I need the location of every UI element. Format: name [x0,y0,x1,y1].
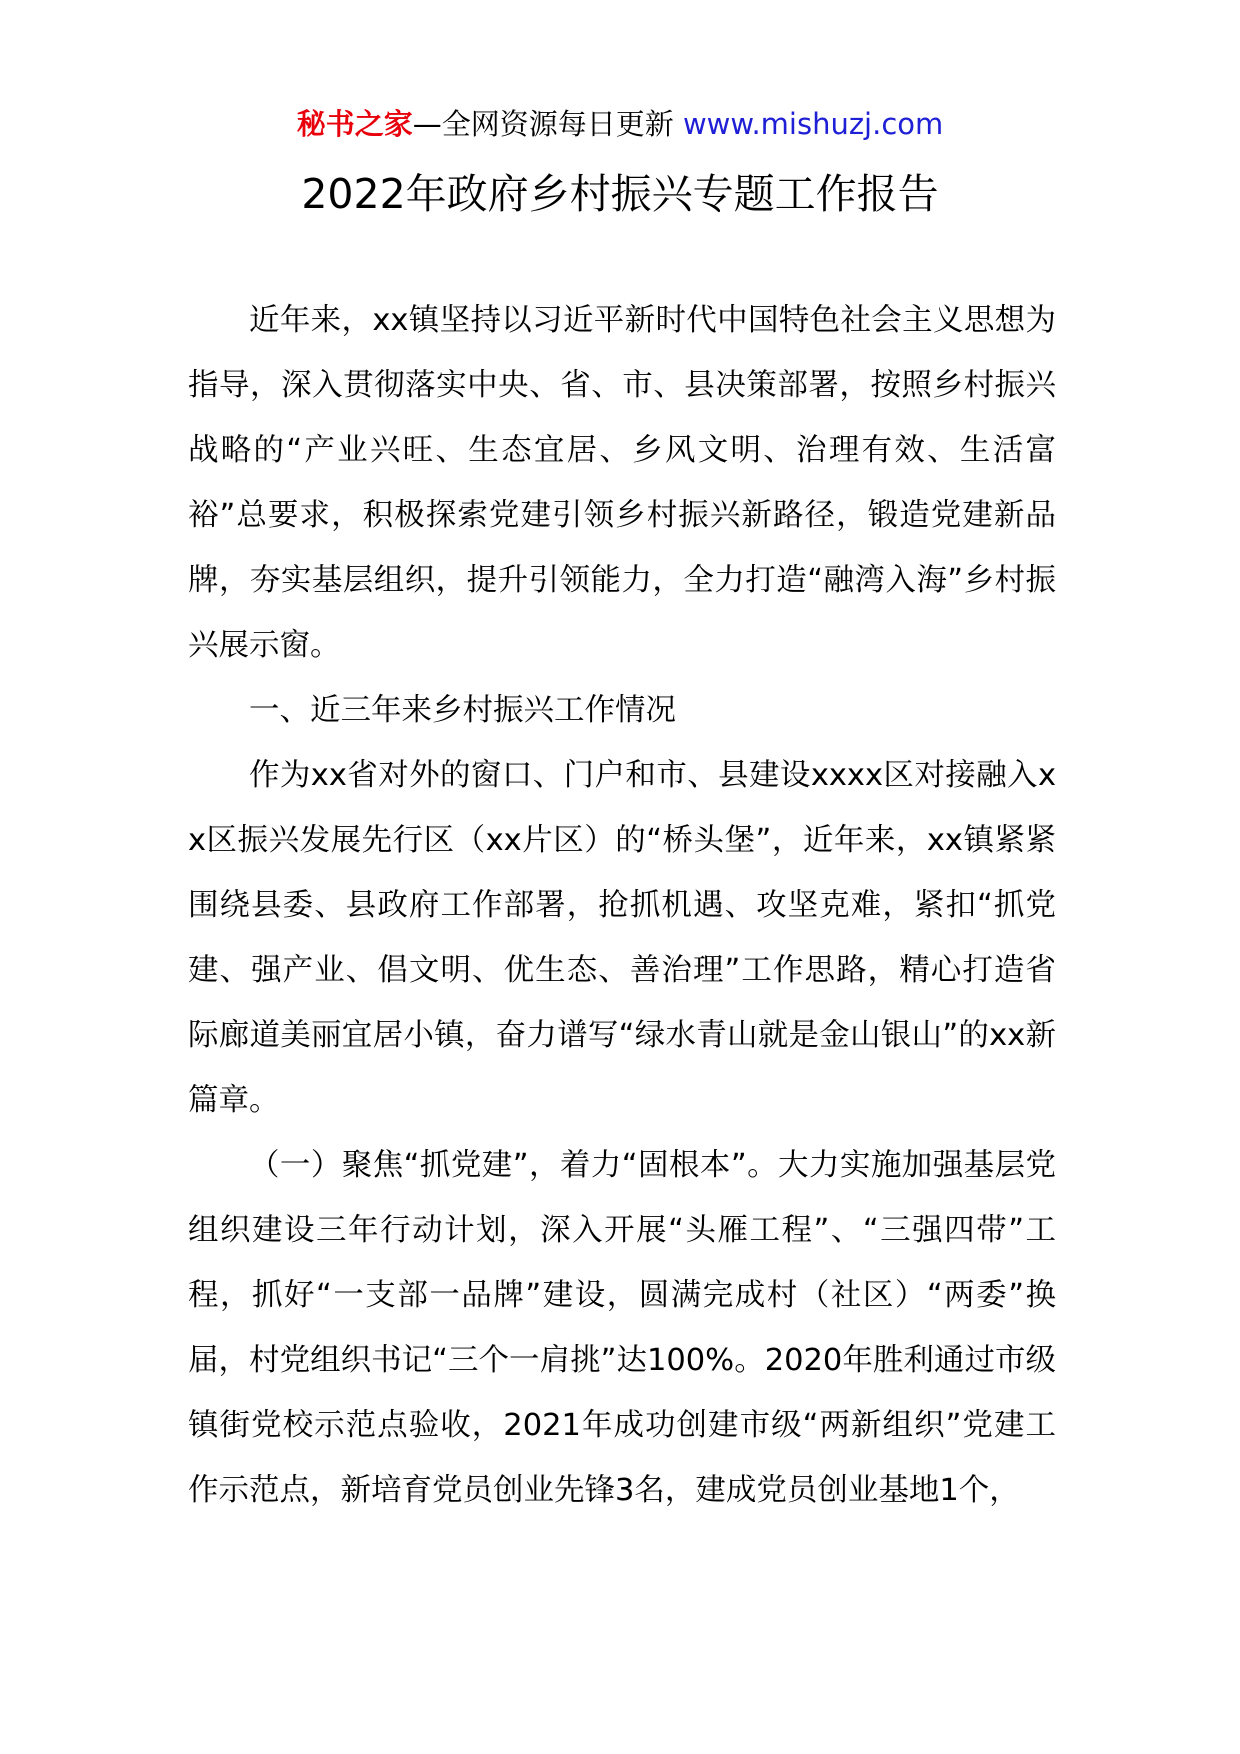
site-header [0,100,1240,148]
paragraph-intro: 近年来，xx镇坚持以习近平新时代中国特色社会主义思想为指导，深入贯彻落实中央、省、市、县决策部署，按照乡村振兴战略的“产业兴旺、生态宜居、乡风文明、治理有效、生活富裕”总要求，积极探索党建引领乡村振兴新路径，锻造党建新品牌，夯实基层组织，提升引领能力，全力打造“融湾入海”乡村振兴展示窗。 [188,303,1056,663]
site-url-link[interactable]: www.mishuzj.com [682,107,944,141]
document-title: 2022年政府乡村振兴专题工作报告 [301,170,939,218]
document-body [188,288,1056,1523]
paragraph-overview: 作为xx省对外的窗口、门户和市、县建设xxxx区对接融入xx区振兴发展先行区（xx片区）的“桥头堡”，近年来，xx镇紧紧围绕县委、县政府工作部署，抢抓机遇、攻坚克难，紧扣“抓党建、强产业、倡文明、优生态、善治理”工作思路，精心打造省际廊道美丽宜居小镇，奋力谱写“绿水青山就是金山银山”的xx新篇章。 [188,758,1056,1118]
section-heading-1: 一、近三年来乡村振兴工作情况 [249,693,676,728]
site-slogan: —全网资源每日更新 [412,107,674,141]
site-brand: 秘书之家 [296,107,413,141]
paragraph-party-building: （一）聚焦“抓党建”，着力“固根本”。大力实施加强基层党组织建设三年行动计划，深入开展“头雁工程”、“三强四带”工程，抓好“一支部一品牌”建设，圆满完成村（社区）“两委”换届，村党组织书记“三个一肩挑”达100%。2020年胜利通过市级镇街党校示范点验收，2021年成功创建市级“两新组织”党建工作示范点，新培育党员创业先锋3名，建成党员创业基地1个， [188,1148,1056,1508]
